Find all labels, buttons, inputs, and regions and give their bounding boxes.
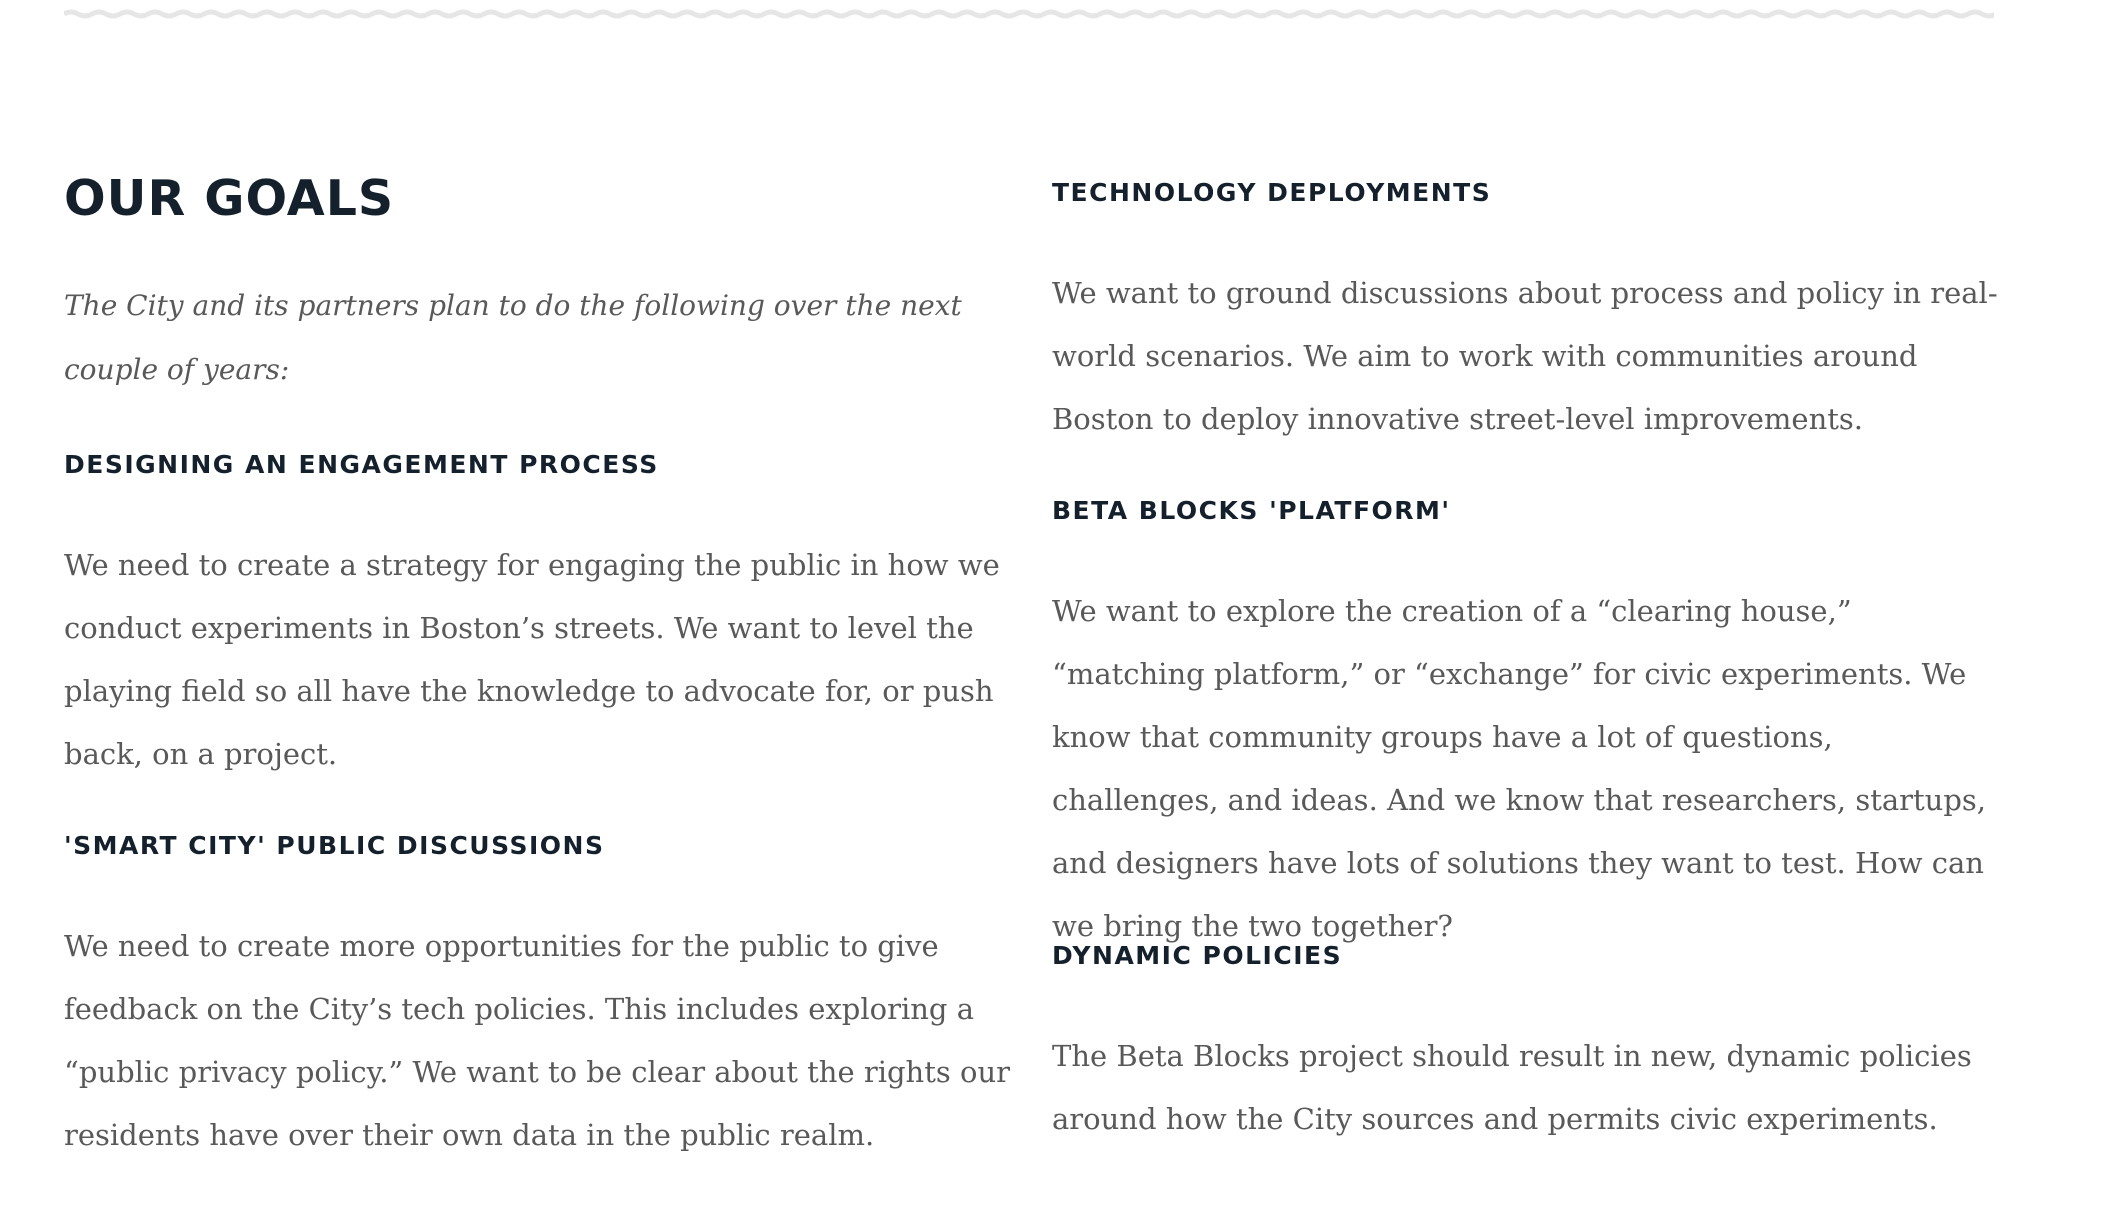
section-heading-beta-blocks-platform: BETA BLOCKS 'PLATFORM' [1052,496,1451,525]
section-body-dynamic-policies: The Beta Blocks project should result in new, dynamic policies around how the City sources and permits civic experiments. [1052,1039,1972,1136]
page-title: OUR GOALS [64,170,395,227]
section-heading-dynamic-policies: DYNAMIC POLICIES [1052,941,1343,970]
section-body-technology-deployments: We want to ground discussions about process and policy in real-world scenarios. We aim to work with communities around Boston to deploy innovative street-level improvements. [1052,276,1998,436]
section-heading-technology-deployments: TECHNOLOGY DEPLOYMENTS [1052,178,1492,207]
wave-divider [64,4,1994,24]
section-heading-engagement-process: DESIGNING AN ENGAGEMENT PROCESS [64,450,659,479]
intro-text: The City and its partners plan to do the following over the next couple of years: [64,289,962,386]
section-body-engagement-process: We need to create a strategy for engaging the public in how we conduct experiments in Boston’s streets. We want to level the playing field so all have the knowledge to advocate for, or push back, on a project. [64,548,1000,771]
section-body-smart-city: We need to create more opportunities for the public to give feedback on the City’s tech policies. This includes exploring a “public privacy policy.” We want to be clear about the rights our residents have over their own data in the public realm. [64,929,1010,1152]
section-heading-smart-city: 'SMART CITY' PUBLIC DISCUSSIONS [64,831,605,860]
section-body-beta-blocks-platform: We want to explore the creation of a “clearing house,” “matching platform,” or “exchange” for civic experiments. We know that community groups have a lot of questions, challenges, and ideas. And we know that researchers, startups, and designers have lots of solutions they want to test. How can we bring the two together? [1052,594,1987,943]
